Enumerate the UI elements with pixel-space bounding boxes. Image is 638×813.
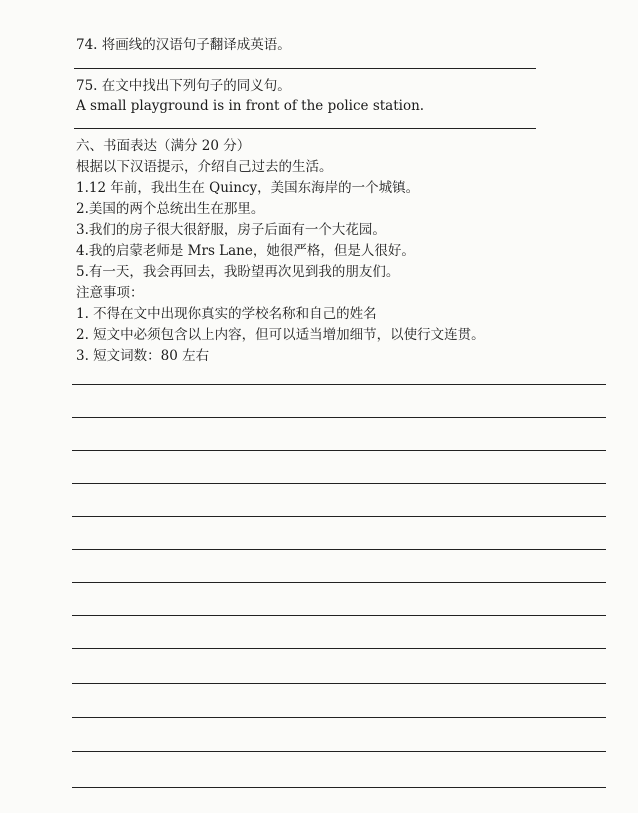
writing-line (72, 450, 606, 451)
writing-line (72, 516, 606, 517)
q75-sentence: A small playground is in front of the police station. (76, 98, 425, 114)
writing-line (72, 582, 606, 583)
hint-2: 2.美国的两个总统出生在那里。 (76, 201, 265, 217)
hint-1: 1.12 年前，我出生在 Quincy，美国东海岸的一个城镇。 (76, 180, 420, 196)
q75-prompt: 75. 在文中找出下列句子的同义句。 (76, 78, 291, 94)
q74-answer-line (74, 68, 536, 69)
section6-instruction: 根据以下汉语提示，介绍自己过去的生活。 (76, 159, 333, 175)
hint-5: 5.有一天，我会再回去，我盼望再次见到我的朋友们。 (76, 264, 400, 280)
writing-line (72, 787, 606, 788)
q74-prompt: 74. 将画线的汉语句子翻译成英语。 (76, 37, 291, 53)
writing-line (72, 717, 606, 718)
note-1: 1. 不得在文中出现你真实的学校名称和自己的姓名 (76, 306, 377, 322)
writing-line (72, 384, 606, 385)
note-2: 2. 短文中必须包含以上内容，但可以适当增加细节，以使行文连贯。 (76, 327, 485, 343)
q75-answer-line (74, 128, 536, 129)
note-3: 3. 短文词数：80 左右 (76, 348, 210, 364)
section6-title: 六、书面表达（满分 20 分） (76, 138, 251, 154)
writing-line (72, 751, 606, 752)
writing-line (72, 549, 606, 550)
writing-line (72, 683, 606, 684)
writing-line (72, 417, 606, 418)
notes-title: 注意事项： (76, 285, 144, 301)
writing-line (72, 483, 606, 484)
hint-3: 3.我们的房子很大很舒服，房子后面有一个大花园。 (76, 222, 386, 238)
writing-line (72, 615, 606, 616)
hint-4: 4.我的启蒙老师是 Mrs Lane，她很严格，但是人很好。 (76, 243, 415, 259)
writing-line (72, 648, 606, 649)
